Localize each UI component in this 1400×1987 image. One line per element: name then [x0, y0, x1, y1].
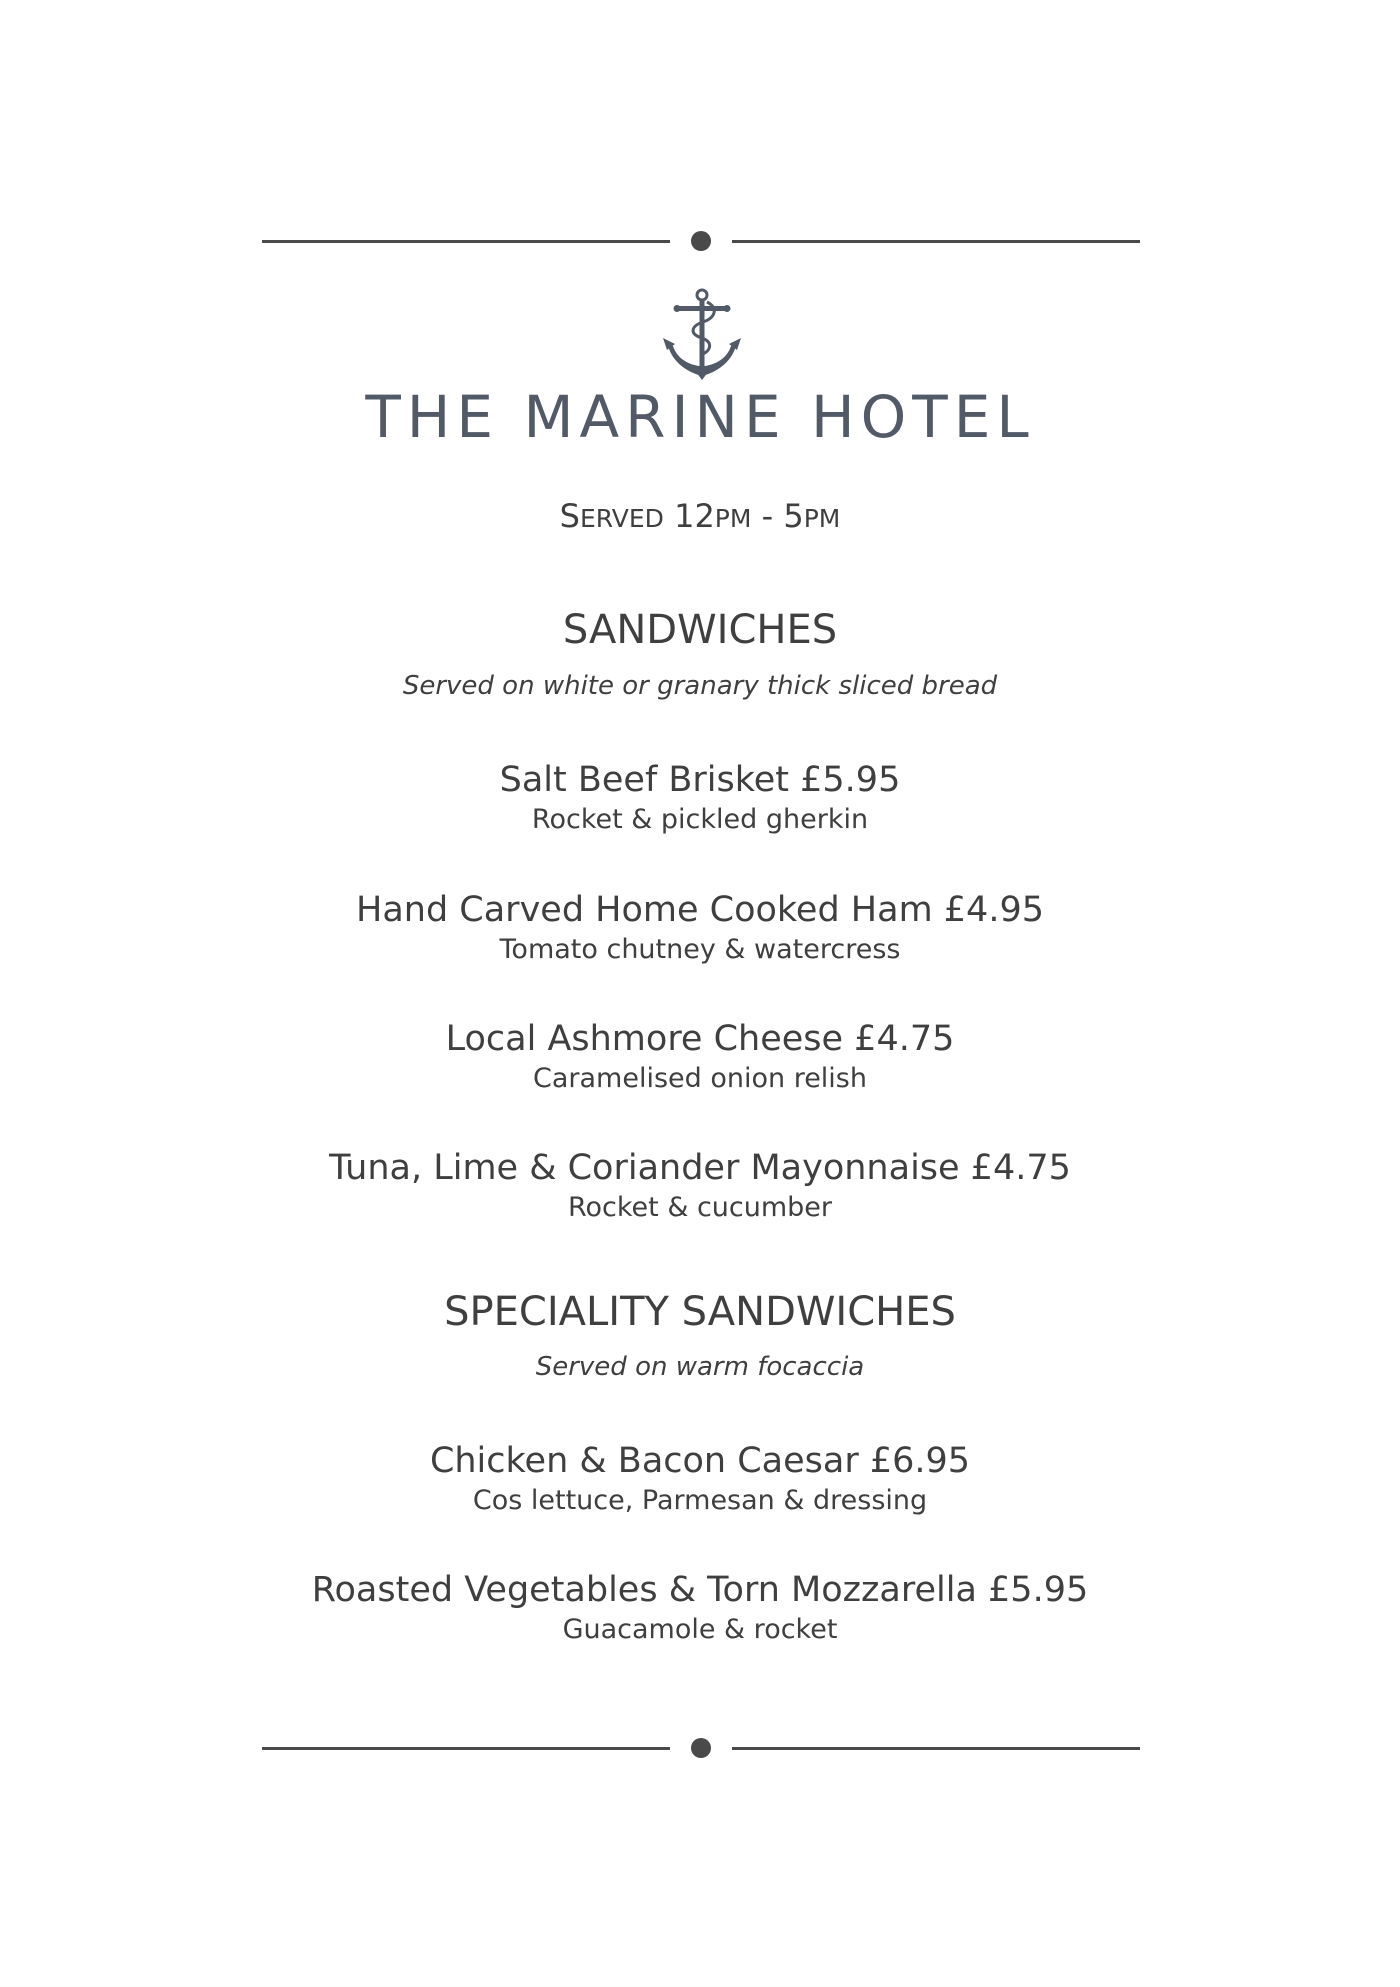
top-divider	[262, 231, 1140, 251]
section-title: SANDWICHES	[562, 607, 838, 653]
divider-line	[732, 1747, 1140, 1750]
served-rest: ERVED	[579, 504, 664, 533]
end-suffix: PM	[803, 504, 841, 533]
divider-line	[262, 1747, 670, 1750]
anchor-icon	[663, 288, 741, 380]
section-title: SPECIALITY SANDWICHES	[444, 1289, 956, 1335]
served-initial: S	[559, 497, 580, 535]
menu-item-name: Hand Carved Home Cooked Ham £4.95	[356, 890, 1044, 930]
menu-item-name: Chicken & Bacon Caesar £6.95	[429, 1441, 971, 1481]
menu-item-description: Tomato chutney & watercress	[499, 934, 901, 965]
menu-item-name: Local Ashmore Cheese £4.75	[445, 1019, 955, 1059]
divider-line	[732, 240, 1140, 243]
menu-item-description: Caramelised onion relish	[532, 1063, 867, 1094]
start-suffix: PM	[714, 504, 752, 533]
menu-item-description: Cos lettuce, Parmesan & dressing	[472, 1485, 928, 1516]
menu-item-description: Guacamole & rocket	[562, 1614, 838, 1645]
divider-dot	[691, 1738, 711, 1758]
serving-times	[0, 494, 1400, 541]
divider-dot	[691, 231, 711, 251]
end-time: 5	[783, 497, 804, 535]
divider-line	[262, 240, 670, 243]
section-subtitle: Served on warm focaccia	[535, 1352, 865, 1382]
menu-item-name: Roasted Vegetables & Torn Mozzarella £5.95	[311, 1570, 1089, 1610]
menu-item-name: Tuna, Lime & Coriander Mayonnaise £4.75	[329, 1148, 1071, 1188]
section-subtitle: Served on white or granary thick sliced bread	[402, 671, 998, 701]
menu-item-description: Rocket & cucumber	[567, 1192, 833, 1223]
menu-item-name: Salt Beef Brisket £5.95	[499, 760, 901, 800]
time-separator: -	[761, 497, 774, 535]
menu-item-description: Rocket & pickled gherkin	[531, 804, 869, 835]
brand-name: THE MARINE HOTEL	[365, 383, 1035, 451]
start-time: 12	[674, 497, 715, 535]
bottom-divider	[262, 1738, 1140, 1758]
